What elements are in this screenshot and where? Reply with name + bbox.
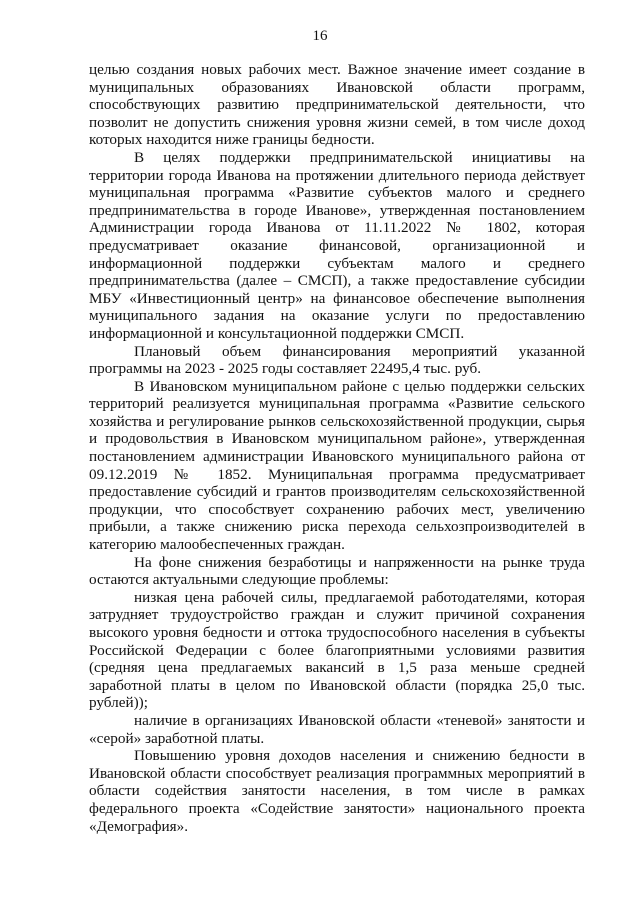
paragraph-4: В Ивановском муниципальном районе с целью поддержки сельских территорий реализуется муниципальная программа «Развитие сельского хозяйства и регулирование рынков сельскохозяйственной продукции, сырья и продовольствия в Ивановском муниципальном районе», утвержденная постановлением администрации Ивановского муниципального района от 09.12.2019 № 1852. Муниципальная программа предусматривает предоставление субсидий и грантов производителям сельскохозяйственной продукции, что способствует сохранению рабочих мест, увеличению прибыли, а также снижению риска перехода сельхозпроизводителей в категорию малообеспеченных граждан.: [89, 377, 585, 554]
paragraph-8: Повышению уровня доходов населения и снижению бедности в Ивановской области способствует реализация программных мероприятий в области содействия занятости населения, в том числе в рамках федерального проекта «Содействие занятости» национального проекта «Демография».: [89, 747, 585, 835]
document-body: [89, 61, 585, 835]
paragraph-7: наличие в организациях Ивановской области «теневой» занятости и «серой» заработной платы.: [89, 711, 585, 747]
paragraph-5: На фоне снижения безработицы и напряженности на рынке труда остаются актуальными следующие проблемы:: [89, 553, 585, 589]
paragraph-6: низкая цена рабочей силы, предлагаемой работодателями, которая затрудняет трудоустройство граждан и служит причиной сохранения высокого уровня бедности и оттока трудоспособного населения в субъекты Российской Федерации с более благоприятными условиями развития (средняя цена предлагаемых вакансий в 1,5 раза меньше средней заработной платы в целом по Ивановской области (порядка 25,0 тыс. рублей));: [89, 588, 585, 712]
paragraph-1: целью создания новых рабочих мест. Важное значение имеет создание в муниципальных образованиях Ивановской области программ, способствующих развитию предпринимательской деятельности, что позволит не допустить снижения уровня жизни семей, в том числе доход которых находится ниже границы бедности.: [89, 61, 585, 149]
page-number: 16: [312, 28, 328, 44]
paragraph-2: В целях поддержки предпринимательской инициативы на территории города Иванова на протяжении длительного периода действует муниципальная программа «Развитие субъектов малого и среднего предпринимательства в городе Иванове», утвержденная постановлением Администрации города Иванова от 11.11.2022 № 1802, которая предусматривает оказание финансовой, организационной и информационной поддержки субъектам малого и среднего предпринимательства (далее – СМСП), а также предоставление субсидии МБУ «Инвестиционный центр» на финансовое обеспечение выполнения муниципального задания на оказание услуги по предоставлению информационной и консультационной поддержки СМСП.: [89, 148, 585, 342]
paragraph-3: Плановый объем финансирования мероприятий указанной программы на 2023 - 2025 годы составляет 22495,4 тыс. руб.: [89, 342, 585, 378]
